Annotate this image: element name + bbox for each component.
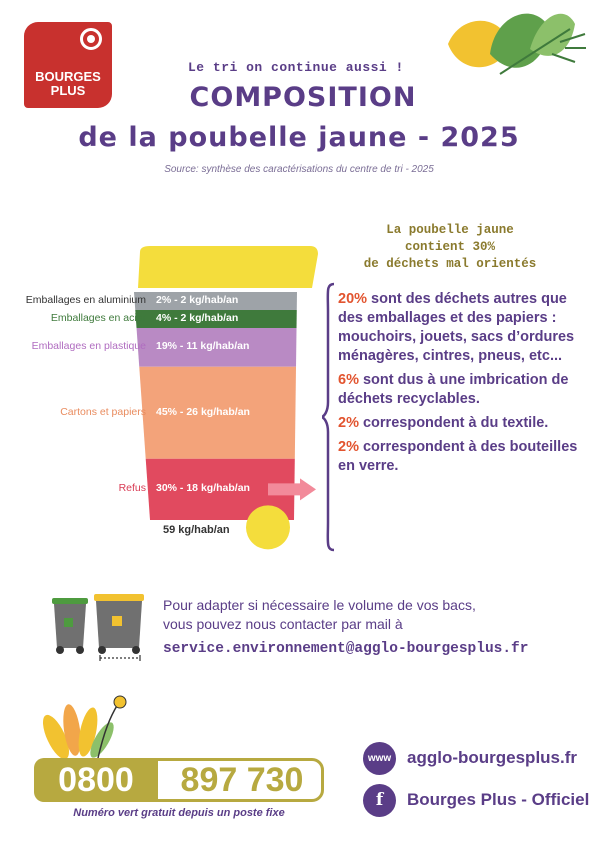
contact-line1: Pour adapter si nécessaire le volume de vos bacs, <box>163 597 476 613</box>
callout-title <box>315 222 585 273</box>
logo-dot-icon <box>87 35 95 43</box>
leaves-decoration-icon <box>440 4 590 104</box>
facts-list <box>338 290 588 481</box>
segment-label: Refus <box>118 482 146 495</box>
kicker-text: Le tri on continue aussi ! <box>188 60 404 75</box>
segment-label: Emballages en plastique <box>31 340 146 353</box>
fact-percent: 20% <box>338 291 368 307</box>
bin-lid <box>138 246 318 288</box>
callout-title-line2: contient 30% <box>404 240 495 254</box>
website-link[interactable] <box>363 742 593 778</box>
callout-title-line1: La poubelle jaune <box>386 223 514 237</box>
flower-decoration-icon <box>38 692 138 762</box>
phone-number[interactable]: 897 730 <box>180 761 304 799</box>
segment-label: Emballages en aluminium <box>25 294 146 306</box>
logo-text <box>32 70 104 98</box>
segment-value-label: 30% - 18 kg/hab/an <box>156 482 250 495</box>
facebook-icon: f <box>363 784 396 817</box>
fact-text: correspondent à des bouteilles en verre. <box>338 439 578 474</box>
segment-label: Emballages en acier <box>50 312 146 324</box>
brace-icon <box>322 282 336 552</box>
phone-note: Numéro vert gratuit depuis un poste fixe <box>73 807 285 819</box>
total-label: 59 kg/hab/an <box>163 524 230 536</box>
fact-text: correspondent à du textile. <box>358 415 549 431</box>
fact-percent: 2% <box>338 439 359 455</box>
fact-item <box>338 290 588 366</box>
segment-value-label: 4% - 2 kg/hab/an <box>156 312 239 324</box>
fact-percent: 2% <box>338 415 359 431</box>
callout-title-line3: de déchets mal orientés <box>363 257 537 271</box>
www-icon: www <box>363 742 396 775</box>
segment-value-label: 19% - 11 kg/hab/an <box>156 340 250 353</box>
fact-text: sont dus à une imbrication de déchets recyclables. <box>338 372 569 407</box>
contact-line2: vous pouvez nous contacter par mail à <box>163 616 403 632</box>
fact-item <box>338 414 588 433</box>
segment-label: Cartons et papiers <box>60 405 146 418</box>
fact-percent: 6% <box>338 372 359 388</box>
wheelie-bins-icon <box>48 590 148 662</box>
fact-item <box>338 438 588 476</box>
source-note: Source: synthèse des caractérisations du centre de tri - 2025 <box>164 164 434 175</box>
segment-value-label: 2% - 2 kg/hab/an <box>156 294 239 306</box>
logo-line1: BOURGES <box>35 69 101 84</box>
facebook-link[interactable] <box>363 784 593 820</box>
page-title-line1: COMPOSITION <box>189 82 417 113</box>
logo-line2: PLUS <box>50 83 86 98</box>
website-text[interactable]: agglo-bourgesplus.fr <box>407 748 577 767</box>
email-link[interactable]: service.environnement@agglo-bourgesplus.fr <box>163 641 529 657</box>
facebook-text[interactable]: Bourges Plus - Officiel <box>407 790 590 809</box>
phone-number-prefix: 0800 <box>34 758 158 802</box>
page-title-line2: de la poubelle jaune - 2025 <box>78 122 520 153</box>
bourges-plus-logo <box>24 22 112 108</box>
fact-item <box>338 371 588 409</box>
yellow-circle-decoration <box>246 505 290 549</box>
segment-value-label: 45% - 26 kg/hab/an <box>156 405 250 418</box>
fact-text: sont des déchets autres que des emballages et des papiers : mouchoirs, jouets, sacs d’ordures ménagères, cintres, pneus, etc... <box>338 291 575 364</box>
contact-text <box>163 596 583 634</box>
